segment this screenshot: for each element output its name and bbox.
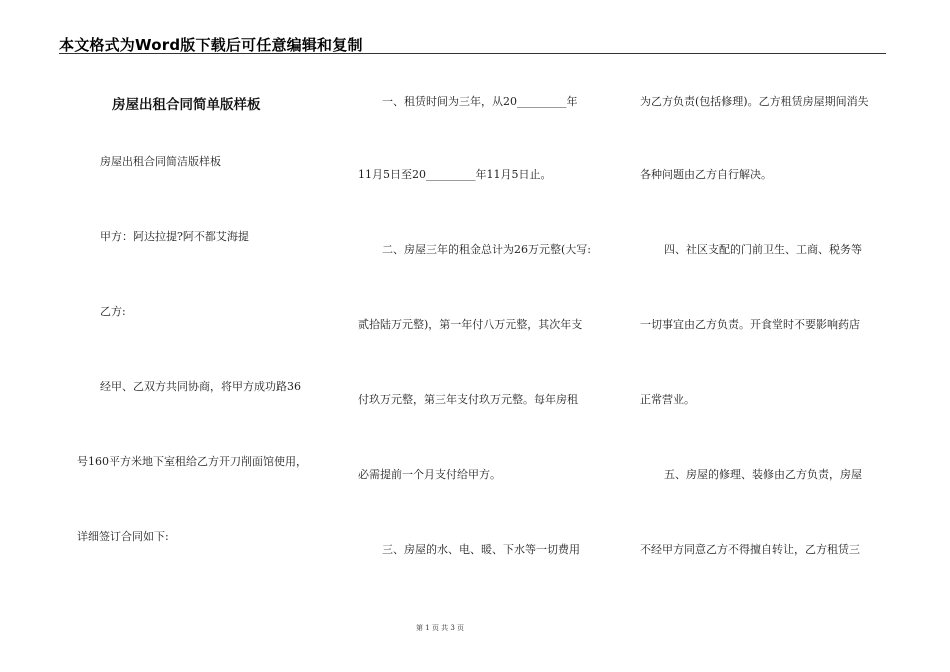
text-line: 甲方：阿达拉提?阿不都艾海提 — [100, 230, 249, 243]
text-line: 乙方: — [100, 305, 126, 318]
text-line: 号160平方米地下室租给乙方开刀削面馆使用， — [77, 455, 307, 468]
text-line: 付玖万元整，第三年支付玖万元整。每年房租 — [358, 393, 578, 406]
text-line: 不经甲方同意乙方不得擅自转让，乙方租赁三 — [640, 543, 860, 556]
text-line: 贰拾陆万元整)，第一年付八万元整，其次年支 — [358, 318, 583, 331]
page-number: 第 1 页 共 3 页 — [415, 624, 465, 632]
text-line: 一、租赁时间为三年，从20_________年 — [382, 95, 578, 108]
text-line: 11月5日至20_________年11月5日止。 — [358, 168, 552, 181]
text-line: 四、社区支配的门前卫生、工商、税务等 — [664, 243, 862, 256]
text-line: 各种问题由乙方自行解决。 — [640, 168, 772, 181]
text-line: 二、房屋三年的租金总计为26万元整(大写: — [382, 243, 591, 256]
text-line: 为乙方负责(包括修理)。乙方租赁房屋期间消失 — [640, 95, 869, 108]
text-line: 三、房屋的水、电、暖、下水等一切费用 — [382, 543, 580, 556]
text-line: 一切事宜由乙方负责。开食堂时不要影响药店 — [640, 318, 860, 331]
text-line: 经甲、乙双方共同协商，将甲方成功路36 — [100, 380, 301, 393]
text-line: 正常营业。 — [640, 393, 695, 406]
text-line: 详细签订合同如下: — [77, 530, 169, 543]
text-line: 房屋出租合同简洁版样板 — [100, 155, 221, 168]
document-header: 本文格式为Word版下载后可任意编辑和复制 — [59, 36, 363, 54]
document-title: 房屋出租合同简单版样板 — [112, 97, 261, 113]
header-rule — [59, 53, 886, 54]
text-line: 必需提前一个月支付给甲方。 — [358, 468, 501, 481]
text-line: 五、房屋的修理、装修由乙方负责，房屋 — [664, 468, 862, 481]
